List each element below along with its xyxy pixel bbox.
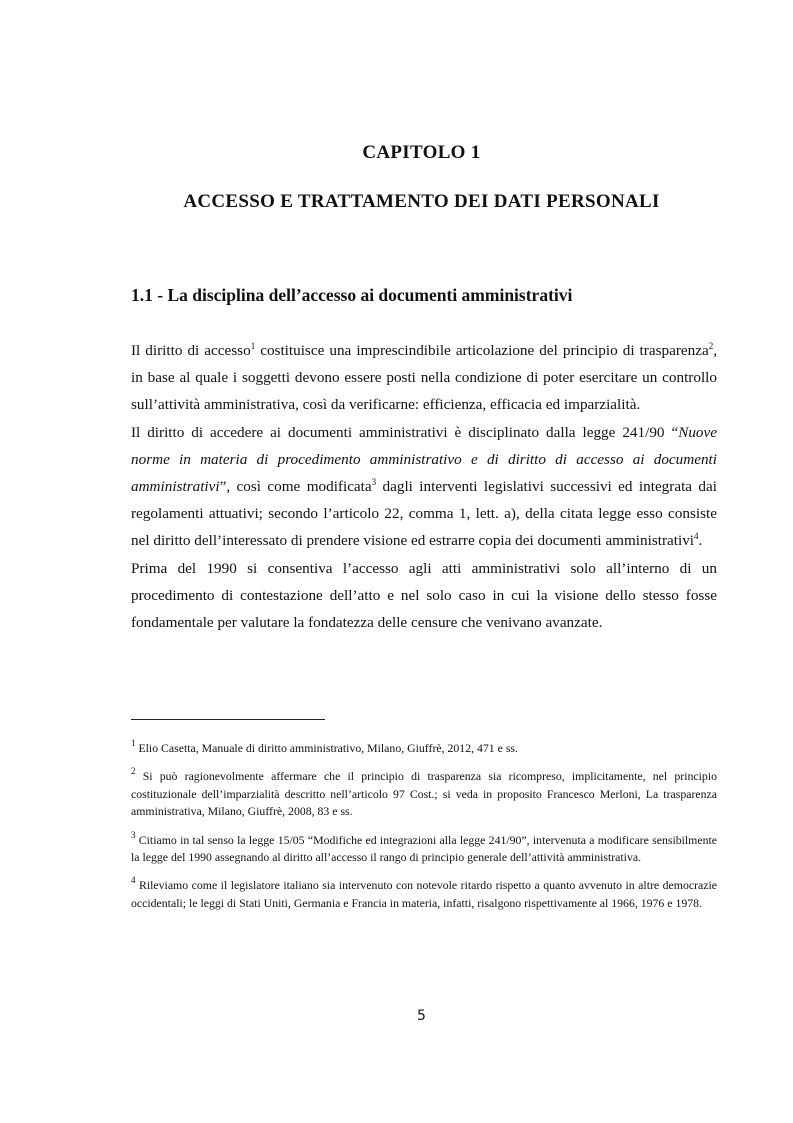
paragraph-2 [131, 419, 717, 555]
footnote-text: Si può ragionevolmente affermare che il principio di trasparenza sia ricompreso, implicitamente, nel principio costituzionale dell’imparzialità descritto nell’articolo 97 Cost.; si veda in proposito Francesco Merloni, La trasparenza amministrativa, Milano, Giuffrè, 2008, 83 e ss. [131, 769, 717, 819]
footnote-number: 1 [131, 738, 136, 748]
paragraph-text: , in base al quale i soggetti devono essere posti nella condizione di poter esercitare un controllo sull’attività amministrativa, così da verificarne: efficienza, efficacia ed imparzialità. [131, 342, 717, 414]
footnote-separator [131, 719, 325, 720]
law-title-italic: Nuove norme in materia di procedimento amministrativo e di diritto di accesso ai documenti amministrativi [131, 423, 717, 496]
footnote-text: Citiamo in tal senso la legge 15/05 “Modifiche ed integrazioni alla legge 241/90”, intervenuta a modificare sensibilmente la legge del 1990 assegnando al diritto all’accesso il rango di principio generale dell’attività amministrativa. [131, 832, 717, 865]
body-text [131, 337, 717, 636]
paragraph-text: dagli interventi legislativi successivi ed integrata dai regolamenti attuativi; secondo l’articolo 22, comma 1, lett. a), della citata legge esso consiste nel diritto dell’interessato di prendere visione ed estrarre copia dei documenti amministrativi [131, 478, 717, 550]
footnotes [131, 740, 717, 923]
paragraph-text: Il diritto di accedere ai documenti amministrativi è disciplinato dalla legge 241/90 “ [131, 423, 679, 441]
footnote-number: 4 [131, 875, 136, 886]
footnote-number: 2 [131, 766, 136, 777]
paragraph-text: ”, così come modificata [219, 478, 372, 496]
chapter-title: ACCESSO E TRATTAMENTO DEI DATI PERSONALI [183, 191, 660, 212]
footnote-number: 3 [131, 829, 136, 840]
footnote-ref-3[interactable]: 3 [371, 477, 377, 488]
paragraph-3: Prima del 1990 si consentiva l’accesso agli atti amministrativi solo all’interno di un procedimento di contestazione dell’atto e nel solo caso in cui la visione dello stesso fosse fondamentale per valutare la fondatezza delle censure che venivano avanzate. [131, 559, 717, 632]
footnote-text: Elio Casetta, Manuale di diritto amministrativo, Milano, Giuffrè, 2012, 471 e ss. [135, 741, 518, 755]
footnote-2 [131, 768, 717, 820]
footnote-ref-4[interactable]: 4 [694, 531, 699, 542]
footnote-3 [131, 829, 717, 867]
footnote-1 [131, 740, 717, 757]
section-heading: 1.1 - La disciplina dell’accesso ai documenti amministrativi [131, 285, 573, 305]
paragraph-text: . [698, 532, 703, 550]
page-number: 5 [417, 1008, 426, 1024]
paragraph-1 [131, 337, 717, 419]
chapter-number: CAPITOLO 1 [362, 142, 481, 163]
footnote-ref-2[interactable]: 2 [708, 341, 714, 351]
paragraph-text: Il diritto di accesso [131, 342, 251, 359]
footnote-ref-1[interactable]: 1 [250, 341, 256, 351]
footnote-text: Rileviamo come il legislatore italiano sia intervenuto con notevole ritardo rispetto a quanto avvenuto in altre democrazie occidentali; le leggi di Stati Uniti, Germania e Francia in materia, infatti, risalgono rispettivamente al 1966, 1976 e 1978. [131, 878, 717, 910]
footnote-4 [131, 877, 717, 912]
paragraph-text: costituisce una imprescindibile articolazione del principio di trasparenza [255, 342, 709, 359]
